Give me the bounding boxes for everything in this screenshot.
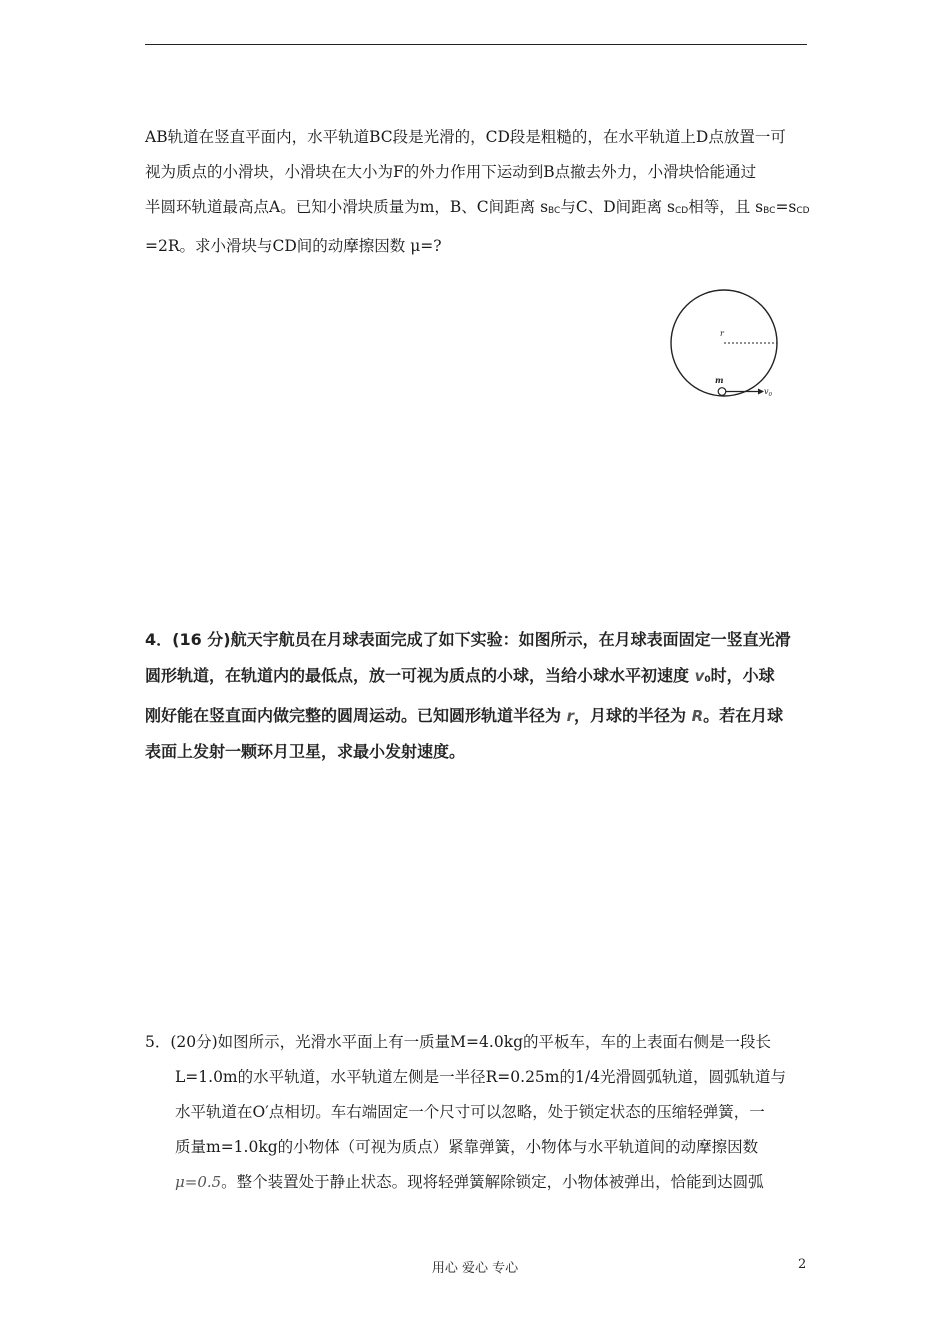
q4-line-3: 刚好能在竖直面内做完整的圆周运动。已知圆形轨道半径为 r，月球的半径为 R。若在月球 <box>145 706 784 725</box>
page-footer: 用心 爱心 专心 <box>431 1261 519 1276</box>
q3-line-4: =2R。求小滑块与CD间的动摩擦因数 μ=? <box>145 237 442 255</box>
q3-line-1: AB轨道在竖直平面内，水平轨道BC段是光滑的，CD段是粗糙的，在水平轨道上D点放置一可 <box>145 128 786 146</box>
q3-line-2: 视为质点的小滑块，小滑块在大小为F的外力作用下运动到B点撤去外力，小滑块恰能通过 <box>145 163 757 181</box>
header-rule <box>145 44 807 45</box>
q5-line-3: 水平轨道在O′点相切。车右端固定一个尺寸可以忽略，处于锁定状态的压缩轻弹簧，一 <box>175 1103 765 1121</box>
q4-line-1: 4．(16 分)航天宇航员在月球表面完成了如下实验：如图所示，在月球表面固定一竖直光滑 <box>145 630 791 649</box>
ball <box>718 388 726 396</box>
q5-line-5: μ=0.5。整个装置处于静止状态。现将轻弹簧解除锁定，小物体被弹出，恰能到达圆弧 <box>175 1173 764 1191</box>
mass-label: m <box>715 375 724 385</box>
question-3-text <box>145 120 810 264</box>
page-number: 2 <box>798 1257 807 1272</box>
question-5-text <box>145 1025 813 1200</box>
q5-line-2: L=1.0m的水平轨道，水平轨道左侧是一半径R=0.25m的1/4光滑圆弧轨道，圆弧轨道与 <box>175 1068 786 1086</box>
q4-line-4: 表面上发射一颗环月卫星，求最小发射速度。 <box>145 742 466 761</box>
radius-label: r <box>720 329 724 338</box>
q5-line-1: 5．(20分)如图所示，光滑水平面上有一质量M=4.0kg的平板车，车的上表面右侧是一段长 <box>145 1033 772 1051</box>
q5-line-4: 质量m=1.0kg的小物体（可视为质点）紧靠弹簧，小物体与水平轨道间的动摩擦因数 <box>175 1138 759 1156</box>
velocity-label: $v_0$ <box>764 387 773 398</box>
q3-line-3: 半圆环轨道最高点A。已知小滑块质量为m，B、C间距离 sBC与C、D间距离 sCD相等，且 sBC=sCD <box>145 198 810 216</box>
question-4-text <box>145 622 813 770</box>
q4-line-2: 圆形轨道，在轨道内的最低点，放一可视为质点的小球，当给小球水平初速度 v0时，小球 <box>145 666 775 685</box>
circular-track-figure <box>660 288 790 400</box>
